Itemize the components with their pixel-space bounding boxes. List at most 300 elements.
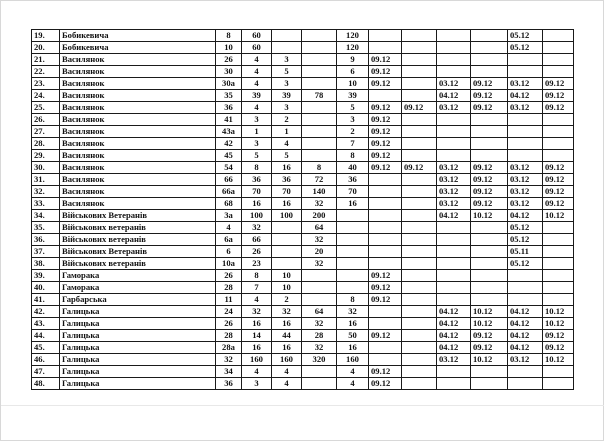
table-cell-s: Василянок [60, 114, 216, 126]
table-row [32, 294, 574, 306]
table-cell-g [402, 330, 437, 342]
table-cell-f: 09.12 [369, 54, 402, 66]
table-cell-h: 26 [216, 270, 242, 282]
table-cell-j [471, 66, 508, 78]
table-cell-h: 45 [216, 150, 242, 162]
table-cell-c [302, 114, 337, 126]
table-cell-c [302, 366, 337, 378]
table-cell-j [471, 138, 508, 150]
table-cell-n: 19. [32, 30, 60, 42]
table-cell-a: 4 [242, 66, 272, 78]
table-row [32, 342, 574, 354]
table-cell-g [402, 342, 437, 354]
table-cell-c [302, 138, 337, 150]
table-cell-e: 36 [337, 174, 369, 186]
table-cell-i: 04.12 [437, 306, 471, 318]
table-cell-b [272, 234, 302, 246]
table-cell-l [508, 366, 543, 378]
table-cell-j: 09.12 [471, 102, 508, 114]
table-row [32, 378, 574, 390]
table-cell-j [471, 366, 508, 378]
table-cell-c [302, 294, 337, 306]
table-cell-j [471, 114, 508, 126]
table-cell-l: 05.11 [508, 246, 543, 258]
table-cell-i: 04.12 [437, 90, 471, 102]
table-cell-b: 16 [272, 162, 302, 174]
table-cell-l: 05.12 [508, 30, 543, 42]
table-cell-h: 8 [216, 30, 242, 42]
table-cell-m: 09.12 [543, 186, 574, 198]
table-cell-n: 24. [32, 90, 60, 102]
table-cell-n: 20. [32, 42, 60, 54]
table-cell-f [369, 222, 402, 234]
table-cell-l [508, 138, 543, 150]
table-cell-g [402, 186, 437, 198]
table-cell-h: 26 [216, 318, 242, 330]
table-cell-h: 10а [216, 258, 242, 270]
table-cell-h: 68 [216, 198, 242, 210]
table-cell-n: 46. [32, 354, 60, 366]
table-cell-c: 32 [302, 258, 337, 270]
table-cell-b: 16 [272, 318, 302, 330]
table-row [32, 222, 574, 234]
table-cell-l: 04.12 [508, 306, 543, 318]
table-cell-g [402, 114, 437, 126]
table-cell-g: 09.12 [402, 102, 437, 114]
table-cell-l: 04.12 [508, 330, 543, 342]
table-cell-m: 10.12 [543, 318, 574, 330]
table-cell-l [508, 66, 543, 78]
table-cell-i [437, 234, 471, 246]
table-cell-l [508, 114, 543, 126]
table-cell-c: 320 [302, 354, 337, 366]
table-cell-e: 160 [337, 354, 369, 366]
table-cell-n: 42. [32, 306, 60, 318]
table-cell-g [402, 366, 437, 378]
table-cell-e: 70 [337, 186, 369, 198]
table-cell-i [437, 138, 471, 150]
table-cell-j: 10.12 [471, 318, 508, 330]
table-cell-a: 8 [242, 270, 272, 282]
table-cell-h: 34 [216, 366, 242, 378]
table-cell-j [471, 258, 508, 270]
table-cell-a: 7 [242, 282, 272, 294]
table-cell-a: 4 [242, 294, 272, 306]
table-cell-e [337, 234, 369, 246]
table-cell-s: Галицька [60, 330, 216, 342]
table-cell-f [369, 318, 402, 330]
table-cell-e [337, 222, 369, 234]
table-cell-e: 10 [337, 78, 369, 90]
table-cell-b: 10 [272, 270, 302, 282]
table-cell-a: 60 [242, 30, 272, 42]
table-cell-l: 05.12 [508, 234, 543, 246]
table-cell-f [369, 30, 402, 42]
table-cell-b: 3 [272, 54, 302, 66]
table-cell-a: 70 [242, 186, 272, 198]
table-cell-i [437, 54, 471, 66]
table-cell-n: 31. [32, 174, 60, 186]
table-cell-f: 09.12 [369, 282, 402, 294]
table-row [32, 330, 574, 342]
table-cell-e: 40 [337, 162, 369, 174]
table-row [32, 210, 574, 222]
table-cell-i [437, 150, 471, 162]
table-row [32, 138, 574, 150]
table-cell-f [369, 210, 402, 222]
table-cell-s: Галицька [60, 366, 216, 378]
table-cell-n: 28. [32, 138, 60, 150]
table-cell-i [437, 258, 471, 270]
table-cell-f: 09.12 [369, 366, 402, 378]
table-cell-j: 09.12 [471, 342, 508, 354]
table-cell-m: 10.12 [543, 210, 574, 222]
table-cell-e: 8 [337, 150, 369, 162]
table-cell-i: 03.12 [437, 198, 471, 210]
table-cell-f: 09.12 [369, 150, 402, 162]
table-cell-m [543, 126, 574, 138]
table-cell-l [508, 378, 543, 390]
table-cell-c: 20 [302, 246, 337, 258]
table-cell-n: 39. [32, 270, 60, 282]
table-cell-b: 4 [272, 138, 302, 150]
table-cell-i [437, 126, 471, 138]
table-cell-s: Галицька [60, 342, 216, 354]
table-cell-m: 09.12 [543, 342, 574, 354]
table-row [32, 78, 574, 90]
table-cell-b: 44 [272, 330, 302, 342]
table-cell-s: Василянок [60, 126, 216, 138]
table-cell-e: 32 [337, 306, 369, 318]
table-cell-c [302, 270, 337, 282]
table-row [32, 162, 574, 174]
table-cell-m: 10.12 [543, 306, 574, 318]
table-cell-h: 30а [216, 78, 242, 90]
table-cell-m [543, 150, 574, 162]
table-cell-f: 09.12 [369, 294, 402, 306]
table-cell-s: Військових Ветеранів [60, 246, 216, 258]
table-cell-f: 09.12 [369, 330, 402, 342]
table-row [32, 126, 574, 138]
table-cell-m: 09.12 [543, 102, 574, 114]
table-cell-e: 16 [337, 342, 369, 354]
table-cell-i: 04.12 [437, 330, 471, 342]
table-cell-n: 38. [32, 258, 60, 270]
table-cell-s: Гарбарська [60, 294, 216, 306]
table-cell-e: 6 [337, 66, 369, 78]
table-cell-s: Галицька [60, 318, 216, 330]
table-cell-i [437, 42, 471, 54]
table-cell-g [402, 174, 437, 186]
table-cell-e [337, 210, 369, 222]
table-cell-s: Бобикевича [60, 30, 216, 42]
table-cell-b: 36 [272, 174, 302, 186]
table-cell-a: 4 [242, 54, 272, 66]
table-cell-e: 4 [337, 378, 369, 390]
table-cell-h: 35 [216, 90, 242, 102]
table-cell-b: 4 [272, 378, 302, 390]
table-cell-c: 64 [302, 222, 337, 234]
table-cell-i [437, 114, 471, 126]
table-body [32, 30, 574, 390]
table-cell-l [508, 126, 543, 138]
table-cell-i: 03.12 [437, 78, 471, 90]
table-cell-n: 37. [32, 246, 60, 258]
table-cell-n: 22. [32, 66, 60, 78]
table-cell-l: 03.12 [508, 78, 543, 90]
table-cell-j: 09.12 [471, 174, 508, 186]
table-cell-l: 03.12 [508, 354, 543, 366]
table-cell-g: 09.12 [402, 162, 437, 174]
table-cell-l: 04.12 [508, 90, 543, 102]
table-cell-l: 04.12 [508, 210, 543, 222]
table-cell-f: 09.12 [369, 66, 402, 78]
table-cell-c [302, 150, 337, 162]
table-cell-b: 5 [272, 66, 302, 78]
table-cell-c: 8 [302, 162, 337, 174]
table-cell-f: 09.12 [369, 78, 402, 90]
table-cell-e: 5 [337, 102, 369, 114]
table-cell-j [471, 30, 508, 42]
table-cell-c [302, 126, 337, 138]
table-cell-s: Василянок [60, 150, 216, 162]
table-row [32, 366, 574, 378]
table-row [32, 282, 574, 294]
table-cell-a: 3 [242, 378, 272, 390]
table-row [32, 234, 574, 246]
table-cell-c: 78 [302, 90, 337, 102]
table-cell-e: 4 [337, 366, 369, 378]
table-cell-a: 3 [242, 114, 272, 126]
table-cell-a: 1 [242, 126, 272, 138]
table-cell-m [543, 42, 574, 54]
table-cell-a: 16 [242, 342, 272, 354]
table-cell-i [437, 294, 471, 306]
table-cell-c: 32 [302, 234, 337, 246]
table-cell-b: 70 [272, 186, 302, 198]
table-cell-s: Василянок [60, 174, 216, 186]
table-cell-h: 28 [216, 282, 242, 294]
table-cell-s: Бобикевича [60, 42, 216, 54]
table-row [32, 114, 574, 126]
table-cell-c [302, 54, 337, 66]
table-cell-e: 3 [337, 114, 369, 126]
table-cell-m [543, 282, 574, 294]
table-cell-s: Галицька [60, 306, 216, 318]
table-row [32, 354, 574, 366]
table-cell-e: 9 [337, 54, 369, 66]
table-cell-g [402, 282, 437, 294]
table-cell-l: 03.12 [508, 198, 543, 210]
table-cell-g [402, 126, 437, 138]
table-row [32, 30, 574, 42]
table-cell-e [337, 246, 369, 258]
table-row [32, 306, 574, 318]
table-cell-e: 39 [337, 90, 369, 102]
table-cell-m [543, 54, 574, 66]
table-cell-j: 09.12 [471, 90, 508, 102]
table-cell-s: Василянок [60, 66, 216, 78]
table-cell-h: 42 [216, 138, 242, 150]
table-cell-l: 04.12 [508, 318, 543, 330]
table-cell-g [402, 354, 437, 366]
table-cell-g [402, 198, 437, 210]
table-cell-c: 32 [302, 342, 337, 354]
table-cell-h: 36 [216, 102, 242, 114]
table-cell-s: Військових ветеранів [60, 222, 216, 234]
table-cell-n: 43. [32, 318, 60, 330]
table-cell-i [437, 282, 471, 294]
table-cell-j: 09.12 [471, 162, 508, 174]
table-cell-n: 29. [32, 150, 60, 162]
table-cell-h: 32 [216, 354, 242, 366]
table-cell-m [543, 258, 574, 270]
table-cell-m: 10.12 [543, 354, 574, 366]
table-cell-a: 5 [242, 150, 272, 162]
table-cell-a: 4 [242, 366, 272, 378]
table-cell-l: 05.12 [508, 42, 543, 54]
table-cell-n: 44. [32, 330, 60, 342]
table-cell-n: 32. [32, 186, 60, 198]
table-cell-j: 09.12 [471, 186, 508, 198]
table-cell-s: Галицька [60, 354, 216, 366]
table-cell-m: 09.12 [543, 78, 574, 90]
table-cell-n: 35. [32, 222, 60, 234]
table-cell-a: 16 [242, 318, 272, 330]
table-cell-b: 32 [272, 306, 302, 318]
table-cell-b: 4 [272, 366, 302, 378]
table-cell-n: 23. [32, 78, 60, 90]
table-cell-s: Василянок [60, 162, 216, 174]
table-cell-j: 10.12 [471, 354, 508, 366]
table-cell-e: 50 [337, 330, 369, 342]
table-cell-i [437, 30, 471, 42]
table-cell-g [402, 42, 437, 54]
table-cell-h: 6 [216, 246, 242, 258]
table-cell-a: 23 [242, 258, 272, 270]
table-cell-m [543, 30, 574, 42]
table-cell-i [437, 366, 471, 378]
table-cell-e [337, 282, 369, 294]
table-cell-n: 34. [32, 210, 60, 222]
table-cell-n: 25. [32, 102, 60, 114]
table-cell-j [471, 234, 508, 246]
table-cell-m: 09.12 [543, 330, 574, 342]
table-cell-j: 09.12 [471, 330, 508, 342]
table-cell-s: Василянок [60, 78, 216, 90]
table-cell-n: 36. [32, 234, 60, 246]
table-cell-j [471, 42, 508, 54]
table-cell-a: 39 [242, 90, 272, 102]
table-cell-f [369, 186, 402, 198]
table-cell-a: 4 [242, 102, 272, 114]
table-cell-i: 04.12 [437, 318, 471, 330]
table-cell-a: 36 [242, 174, 272, 186]
table-cell-m: 09.12 [543, 174, 574, 186]
table-cell-i: 03.12 [437, 174, 471, 186]
table-cell-l: 03.12 [508, 102, 543, 114]
table-cell-s: Галицька [60, 378, 216, 390]
table-cell-b [272, 222, 302, 234]
table-cell-c: 200 [302, 210, 337, 222]
table-cell-i [437, 270, 471, 282]
table-cell-j [471, 150, 508, 162]
table-cell-s: Василянок [60, 198, 216, 210]
table-cell-f [369, 90, 402, 102]
table-cell-b [272, 246, 302, 258]
table-cell-l: 03.12 [508, 186, 543, 198]
table-row [32, 90, 574, 102]
table-cell-e: 120 [337, 42, 369, 54]
table-cell-c: 140 [302, 186, 337, 198]
table-cell-s: Гаморака [60, 282, 216, 294]
table-cell-s: Військових ветеранів [60, 258, 216, 270]
table-row [32, 318, 574, 330]
table-cell-l: 04.12 [508, 342, 543, 354]
table-cell-f [369, 246, 402, 258]
table-cell-l: 03.12 [508, 174, 543, 186]
table-cell-g [402, 378, 437, 390]
table-cell-h: 28а [216, 342, 242, 354]
table-cell-l: 05.12 [508, 258, 543, 270]
table-cell-n: 41. [32, 294, 60, 306]
table-cell-e: 7 [337, 138, 369, 150]
table-cell-j [471, 246, 508, 258]
table-cell-h: 10 [216, 42, 242, 54]
table-cell-m [543, 138, 574, 150]
schedule-table [31, 29, 574, 390]
table-cell-s: Василянок [60, 54, 216, 66]
table-cell-b: 3 [272, 102, 302, 114]
table-cell-s: Василянок [60, 102, 216, 114]
table-cell-f: 09.12 [369, 162, 402, 174]
table-cell-a: 8 [242, 162, 272, 174]
table-cell-m [543, 222, 574, 234]
table-row [32, 174, 574, 186]
table-cell-f [369, 198, 402, 210]
table-cell-g [402, 258, 437, 270]
table-cell-g [402, 78, 437, 90]
table-cell-g [402, 234, 437, 246]
table-cell-n: 40. [32, 282, 60, 294]
table-row [32, 186, 574, 198]
table-cell-f [369, 258, 402, 270]
table-cell-m [543, 114, 574, 126]
table-cell-h: 4 [216, 222, 242, 234]
table-cell-b [272, 30, 302, 42]
table-cell-b: 1 [272, 126, 302, 138]
table-cell-f [369, 234, 402, 246]
table-cell-n: 26. [32, 114, 60, 126]
table-cell-a: 32 [242, 222, 272, 234]
table-cell-f: 09.12 [369, 114, 402, 126]
table-cell-j [471, 294, 508, 306]
table-cell-j [471, 54, 508, 66]
table-cell-e [337, 270, 369, 282]
table-cell-a: 14 [242, 330, 272, 342]
table-cell-h: 43а [216, 126, 242, 138]
table-row [32, 150, 574, 162]
table-cell-a: 4 [242, 78, 272, 90]
table-row [32, 246, 574, 258]
table-cell-f [369, 174, 402, 186]
table-cell-j: 09.12 [471, 198, 508, 210]
table-cell-j [471, 126, 508, 138]
table-cell-e: 16 [337, 198, 369, 210]
table-cell-h: 24 [216, 306, 242, 318]
table-cell-s: Військових Ветеранів [60, 210, 216, 222]
table-cell-i: 04.12 [437, 210, 471, 222]
